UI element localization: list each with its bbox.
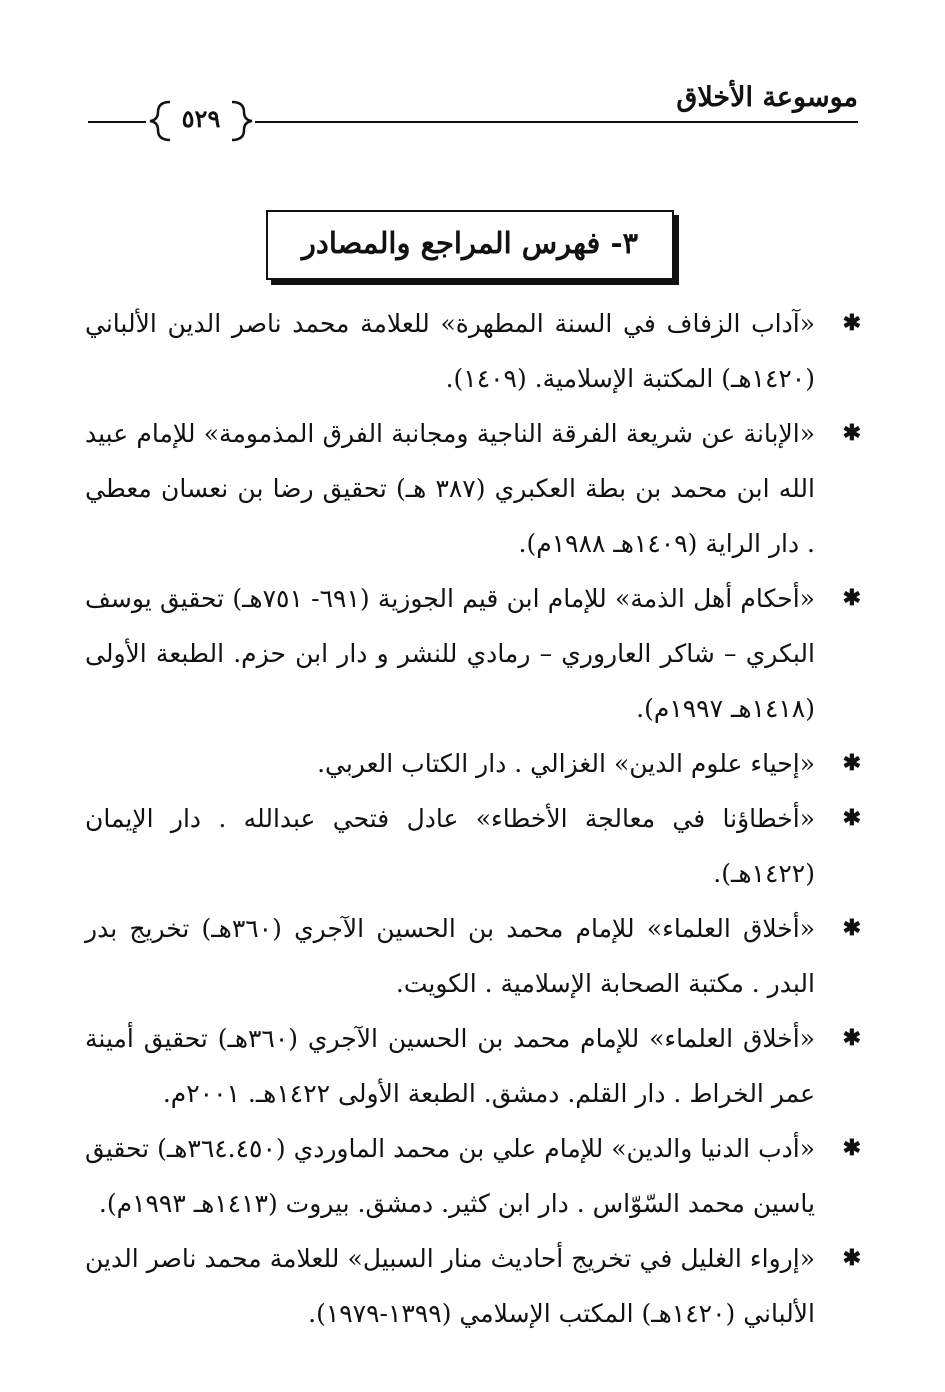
reference-item	[85, 1121, 861, 1231]
reference-item	[85, 1011, 861, 1121]
reference-text: «أخلاق العلماء» للإمام محمد بن الحسين الآجري (٣٦٠هـ) تحقيق أمينة عمر الخراط . دار القلم. دمشق. الطبعة الأولى ١٤٢٢هـ. ٢٠٠١م.	[85, 1024, 815, 1108]
asterisk-bullet-icon: ✱	[842, 915, 861, 941]
page-number-badge	[148, 96, 254, 144]
reference-item	[85, 571, 861, 736]
reference-text: «أخلاق العلماء» للإمام محمد بن الحسين الآجري (٣٦٠هـ) تخريج بدر البدر . مكتبة الصحابة الإسلامية . الكويت.	[85, 914, 816, 998]
reference-item	[85, 406, 861, 571]
asterisk-bullet-icon: ✱	[842, 1025, 861, 1051]
reference-text: «أحكام أهل الذمة» للإمام ابن قيم الجوزية (٦٩١- ٧٥١هـ) تحقيق يوسف البكري – شاكر العاروري – رمادي للنشر و دار ابن حزم. الطبعة الأولى (١٤١٨هـ ١٩٩٧م).	[85, 584, 815, 723]
reference-item	[85, 1231, 861, 1341]
page-number: ٥٢٩	[181, 104, 221, 133]
reference-item	[85, 791, 861, 901]
reference-list	[85, 296, 861, 1341]
header-rule-left	[88, 121, 146, 123]
header-rule-right	[255, 121, 858, 123]
book-title: موسوعة الأخلاق	[676, 82, 858, 113]
reference-text: «آداب الزفاف في السنة المطهرة» للعلامة محمد ناصر الدين الألباني (١٤٢٠هـ) المكتبة الإسلامية. (١٤٠٩).	[85, 309, 815, 393]
reference-text: «الإبانة عن شريعة الفرقة الناجية ومجانبة الفرق المذمومة» للإمام عبيد الله ابن محمد بن بطة العكبري (٣٨٧ هـ) تحقيق رضا بن نعسان معطي . دار الراية (١٤٠٩هـ ١٩٨٨م).	[85, 419, 815, 558]
reference-item	[85, 296, 861, 406]
section-title-box	[266, 210, 674, 280]
reference-text: «أدب الدنيا والدين» للإمام علي بن محمد الماوردي (٣٦٤.٤٥٠هـ) تحقيق ياسين محمد السّوّاس . دار ابن كثير. دمشق. بيروت (١٤١٣هـ ١٩٩٣م).	[85, 1134, 815, 1218]
asterisk-bullet-icon: ✱	[842, 1245, 861, 1271]
asterisk-bullet-icon: ✱	[842, 750, 861, 776]
asterisk-bullet-icon: ✱	[842, 310, 861, 336]
reference-text: «إحياء علوم الدين» الغزالي . دار الكتاب العربي.	[317, 749, 815, 778]
section-title: ٣- فهرس المراجع والمصادر	[301, 226, 639, 260]
reference-item	[85, 901, 861, 1011]
reference-text: «أخطاؤنا في معالجة الأخطاء» عادل فتحي عبدالله . دار الإيمان (١٤٢٢هـ).	[85, 804, 815, 888]
asterisk-bullet-icon: ✱	[842, 420, 861, 446]
asterisk-bullet-icon: ✱	[842, 1135, 861, 1161]
reference-text: «إرواء الغليل في تخريج أحاديث منار السبيل» للعلامة محمد ناصر الدين الألباني (١٤٢٠هـ) المكتب الإسلامي (١٣٩٩-١٩٧٩).	[85, 1244, 815, 1328]
reference-item	[85, 736, 861, 791]
asterisk-bullet-icon: ✱	[842, 585, 861, 611]
asterisk-bullet-icon: ✱	[842, 805, 861, 831]
page-header	[0, 0, 945, 140]
